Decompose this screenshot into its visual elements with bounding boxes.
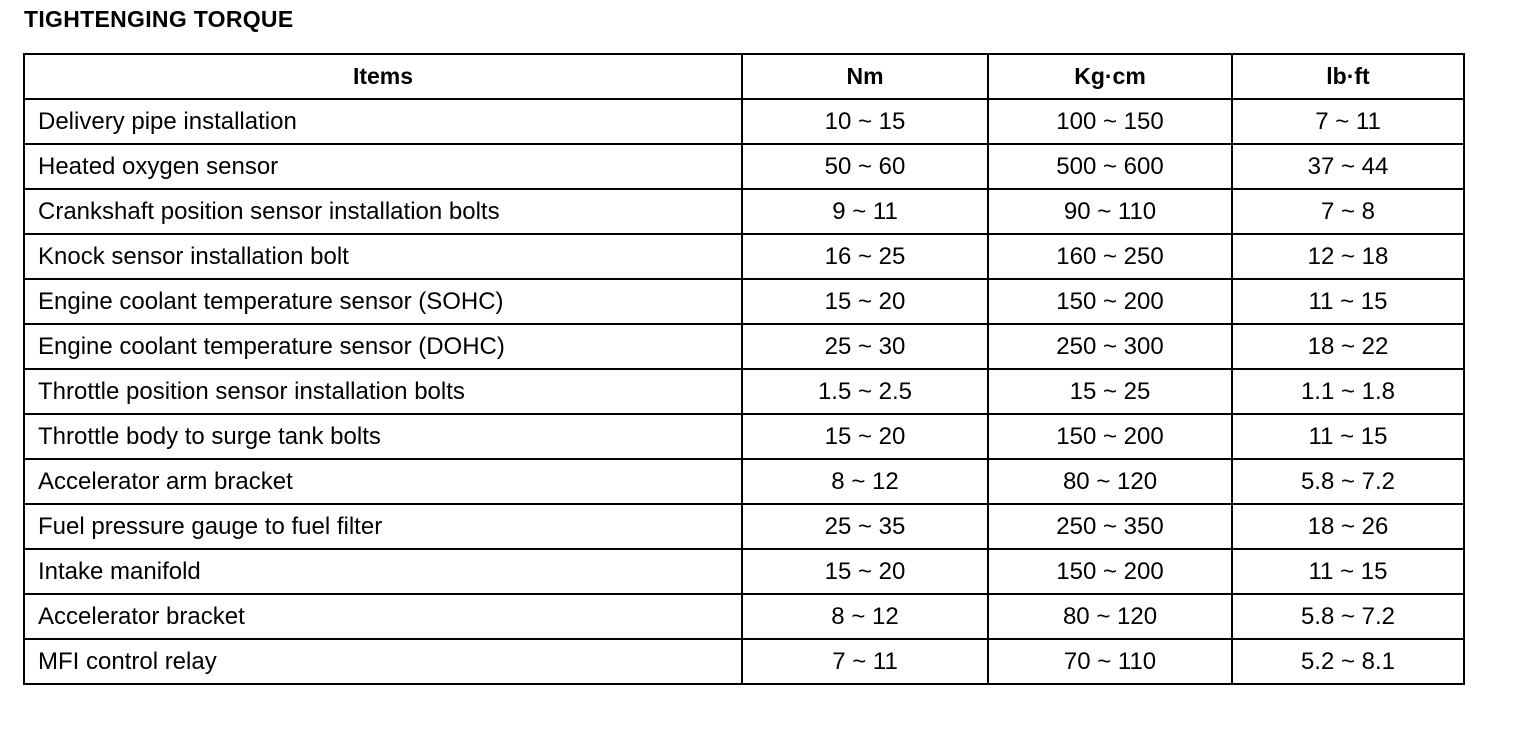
header-kgcm: Kg·cm [988, 54, 1232, 99]
item-cell: Fuel pressure gauge to fuel filter [24, 504, 742, 549]
page-title: TIGHTENGING TORQUE [24, 6, 294, 32]
item-cell: Accelerator arm bracket [24, 459, 742, 504]
item-cell: Throttle body to surge tank bolts [24, 414, 742, 459]
table-row [24, 189, 1464, 234]
kgcm-cell: 80 ~ 120 [988, 459, 1232, 504]
item-cell: Intake manifold [24, 549, 742, 594]
nm-cell: 16 ~ 25 [742, 234, 988, 279]
table-row [24, 369, 1464, 414]
kgcm-cell: 500 ~ 600 [988, 144, 1232, 189]
kgcm-cell: 150 ~ 200 [988, 549, 1232, 594]
kgcm-cell: 160 ~ 250 [988, 234, 1232, 279]
lbft-cell: 11 ~ 15 [1232, 549, 1464, 594]
lbft-cell: 7 ~ 8 [1232, 189, 1464, 234]
table-row [24, 639, 1464, 684]
nm-cell: 25 ~ 35 [742, 504, 988, 549]
lbft-cell: 11 ~ 15 [1232, 279, 1464, 324]
table-row [24, 414, 1464, 459]
kgcm-cell: 70 ~ 110 [988, 639, 1232, 684]
kgcm-cell: 90 ~ 110 [988, 189, 1232, 234]
table-row [24, 234, 1464, 279]
kgcm-cell: 80 ~ 120 [988, 594, 1232, 639]
item-cell: Knock sensor installation bolt [24, 234, 742, 279]
header-items: Items [24, 54, 742, 99]
kgcm-cell: 150 ~ 200 [988, 414, 1232, 459]
item-cell: Crankshaft position sensor installation bolts [24, 189, 742, 234]
kgcm-cell: 15 ~ 25 [988, 369, 1232, 414]
header-lbft: lb·ft [1232, 54, 1464, 99]
item-cell: MFI control relay [24, 639, 742, 684]
lbft-cell: 7 ~ 11 [1232, 99, 1464, 144]
lbft-cell: 5.2 ~ 8.1 [1232, 639, 1464, 684]
item-cell: Engine coolant temperature sensor (DOHC) [24, 324, 742, 369]
lbft-cell: 18 ~ 22 [1232, 324, 1464, 369]
nm-cell: 9 ~ 11 [742, 189, 988, 234]
nm-cell: 15 ~ 20 [742, 279, 988, 324]
nm-cell: 8 ~ 12 [742, 594, 988, 639]
lbft-cell: 5.8 ~ 7.2 [1232, 594, 1464, 639]
nm-cell: 1.5 ~ 2.5 [742, 369, 988, 414]
lbft-cell: 11 ~ 15 [1232, 414, 1464, 459]
table-row [24, 594, 1464, 639]
lbft-cell: 37 ~ 44 [1232, 144, 1464, 189]
kgcm-cell: 250 ~ 350 [988, 504, 1232, 549]
nm-cell: 50 ~ 60 [742, 144, 988, 189]
nm-cell: 25 ~ 30 [742, 324, 988, 369]
kgcm-cell: 150 ~ 200 [988, 279, 1232, 324]
nm-cell: 7 ~ 11 [742, 639, 988, 684]
kgcm-cell: 250 ~ 300 [988, 324, 1232, 369]
item-cell: Heated oxygen sensor [24, 144, 742, 189]
table-row [24, 144, 1464, 189]
item-cell: Engine coolant temperature sensor (SOHC) [24, 279, 742, 324]
table-row [24, 459, 1464, 504]
table-header-row [24, 54, 1464, 99]
nm-cell: 10 ~ 15 [742, 99, 988, 144]
table-row [24, 99, 1464, 144]
nm-cell: 15 ~ 20 [742, 414, 988, 459]
item-cell: Accelerator bracket [24, 594, 742, 639]
torque-table [23, 53, 1465, 685]
nm-cell: 8 ~ 12 [742, 459, 988, 504]
lbft-cell: 1.1 ~ 1.8 [1232, 369, 1464, 414]
table-row [24, 324, 1464, 369]
table-row [24, 549, 1464, 594]
table-row [24, 279, 1464, 324]
header-nm: Nm [742, 54, 988, 99]
item-cell: Throttle position sensor installation bolts [24, 369, 742, 414]
table-row [24, 504, 1464, 549]
lbft-cell: 5.8 ~ 7.2 [1232, 459, 1464, 504]
lbft-cell: 12 ~ 18 [1232, 234, 1464, 279]
nm-cell: 15 ~ 20 [742, 549, 988, 594]
item-cell: Delivery pipe installation [24, 99, 742, 144]
lbft-cell: 18 ~ 26 [1232, 504, 1464, 549]
kgcm-cell: 100 ~ 150 [988, 99, 1232, 144]
